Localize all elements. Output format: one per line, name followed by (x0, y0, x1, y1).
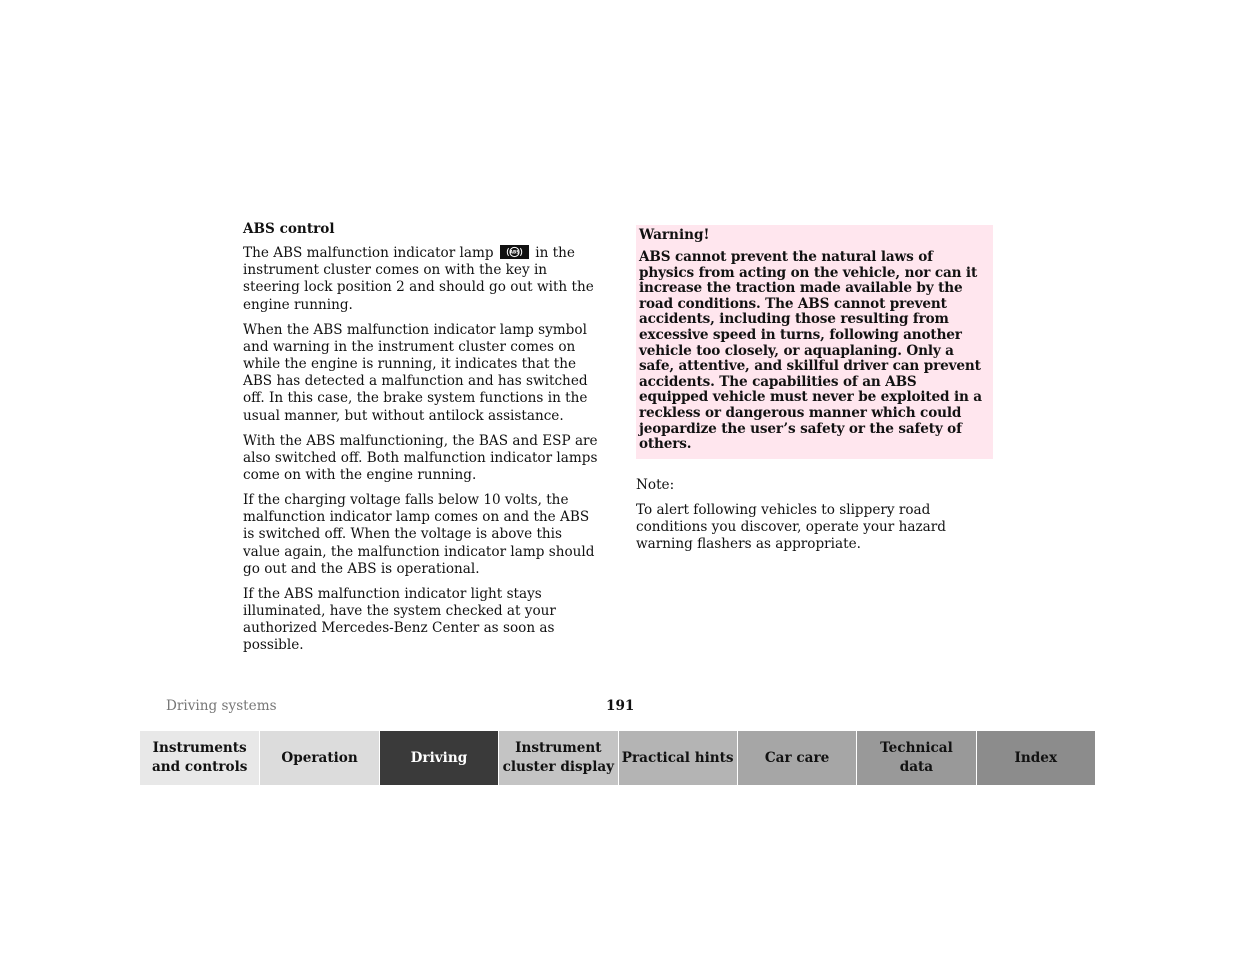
section-heading: ABS control (243, 221, 335, 237)
svg-text:ABS: ABS (509, 249, 520, 255)
tab-index[interactable]: Index (976, 731, 1095, 785)
tab-instrument-cluster-display[interactable]: Instrument cluster display (498, 731, 617, 785)
abs-indicator-icon (500, 245, 529, 259)
chapter-tabs (140, 731, 1095, 785)
warning-box (636, 225, 993, 459)
note-label: Note: (636, 476, 675, 493)
paragraph-indicator-lamp (243, 245, 601, 314)
tab-technical-data[interactable]: Technical data (856, 731, 975, 785)
paragraph-malfunction: When the ABS malfunction indicator lamp symbol and warning in the instrument cluster comes on while the engine is running, it indicates that the ABS has detected a malfunction and has switched off. In this case, the brake system functions in the usual manner, but without antilock assistance. (243, 321, 588, 424)
footer-section-title: Driving systems (166, 698, 277, 714)
tab-driving[interactable]: Driving (379, 731, 498, 785)
page-number: 191 (606, 698, 635, 714)
tab-car-care[interactable]: Car care (737, 731, 856, 785)
right-column (636, 225, 993, 554)
paragraph-charging-voltage: If the charging voltage falls below 10 volts, the malfunction indicator lamp comes on and the ABS is switched off. When the voltage is above this value again, the malfunction indicator lamp should go out and the ABS is operational. (243, 492, 595, 577)
note-text: To alert following vehicles to slippery road conditions you discover, operate your hazard warning flashers as appropriate. (636, 501, 946, 553)
warning-text: ABS cannot prevent the natural laws of physics from acting on the vehicle, nor can it increase the traction made available by the road conditions. The ABS cannot prevent accidents, including those resulting from excessive speed in turns, following another vehicle too closely, or aquaplaning. Only a safe, attentive, and skillful driver can prevent accidents. The capabilities of an ABS equipped vehicle must never be exploited in a reckless or dangerous manner which could jeopardize the user’s safety or the safety of others. (639, 249, 982, 453)
paragraph-text-end: in the instrument cluster comes on with the key in steering lock position 2 and should go out with the engine running. (243, 245, 594, 313)
warning-title: Warning! (639, 227, 710, 243)
left-column (243, 221, 601, 662)
tab-practical-hints[interactable]: Practical hints (618, 731, 737, 785)
tab-operation[interactable]: Operation (259, 731, 378, 785)
paragraph-bas-esp: With the ABS malfunctioning, the BAS and ESP are also switched off. Both malfunction indicator lamps come on with the engine running. (243, 432, 598, 484)
paragraph-text-start: The ABS malfunction indicator lamp (243, 245, 494, 261)
tab-instruments-and-controls[interactable]: Instruments and controls (140, 731, 259, 785)
paragraph-service: If the ABS malfunction indicator light stays illuminated, have the system checked at your authorized Mercedes-Benz Center as soon as possible. (243, 585, 556, 654)
